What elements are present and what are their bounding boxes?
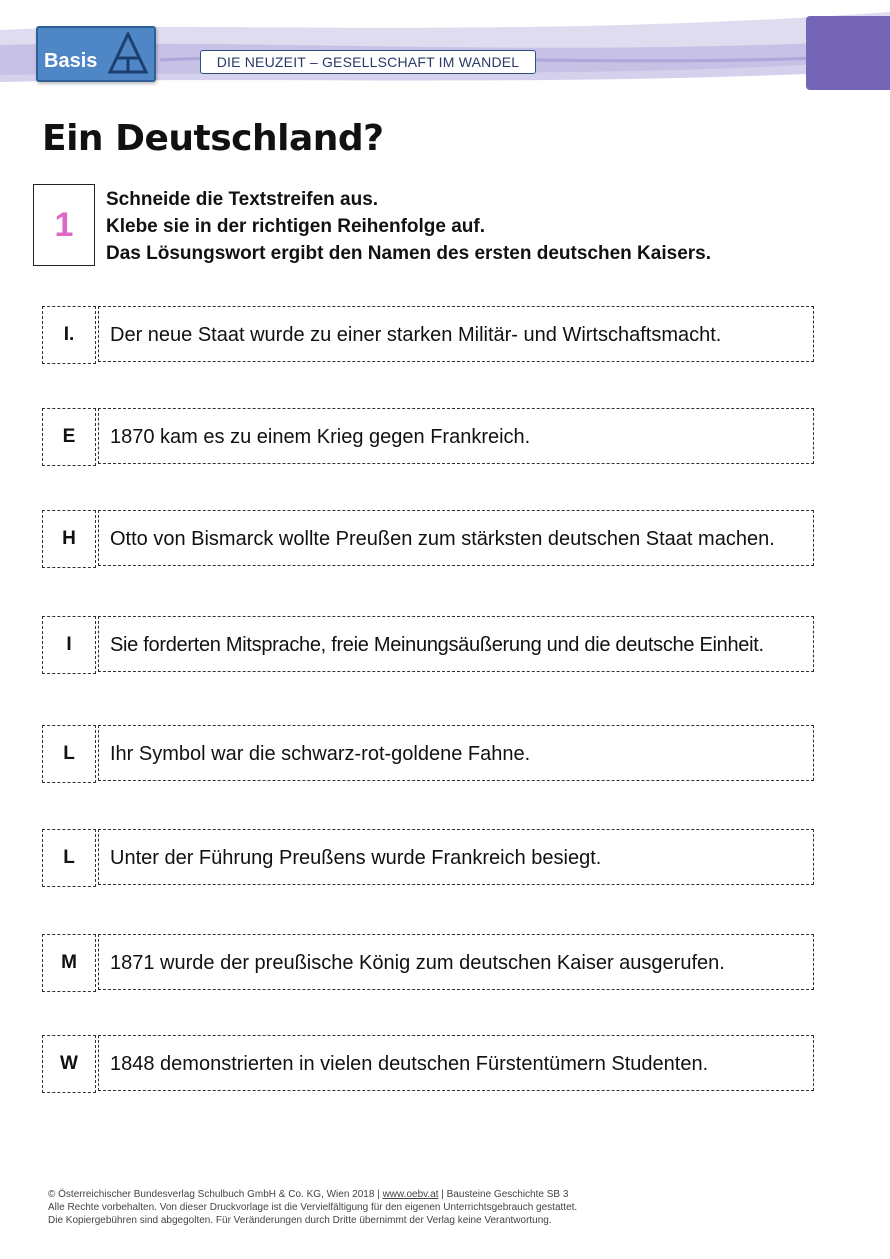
logo-text: Basis — [44, 50, 98, 72]
text-strip — [42, 1035, 816, 1093]
page-title: Ein Deutschland? — [42, 118, 384, 159]
instruction-line: Das Lösungswort ergibt den Namen des ersten deutschen Kaisers. — [106, 243, 711, 264]
instruction-line: Schneide die Textstreifen aus. — [106, 189, 379, 210]
triangle-logo-icon — [108, 32, 148, 76]
strip-letter: W — [42, 1035, 96, 1093]
task-instructions — [106, 186, 711, 267]
strip-letter: M — [42, 934, 96, 992]
strip-letter: L — [42, 829, 96, 887]
strip-text: Der neue Staat wurde zu einer starken Militär- und Wirtschaftsmacht. — [98, 306, 814, 362]
copyright-footer — [48, 1188, 577, 1227]
footer-prefix: © Österreichischer Bundesverlag Schulbuch GmbH & Co. KG, Wien 2018 | — [48, 1189, 383, 1200]
footer-line-2: Alle Rechte vorbehalten. Von dieser Druckvorlage ist die Vervielfältigung für den eigenen Unterrichtsgebrauch gestattet. — [48, 1202, 578, 1213]
strip-text: Unter der Führung Preußens wurde Frankreich besiegt. — [98, 829, 814, 885]
text-strip — [42, 934, 816, 992]
corner-tab — [806, 16, 890, 90]
task-number: 1 — [33, 184, 95, 266]
publisher-logo — [36, 26, 156, 82]
strip-text: 1848 demonstrierten in vielen deutschen Fürstentümern Studenten. — [98, 1035, 814, 1091]
text-strip — [42, 306, 816, 364]
strip-letter: I — [42, 616, 96, 674]
footer-line-1 — [48, 1188, 577, 1201]
strip-letter: E — [42, 408, 96, 466]
text-strip — [42, 510, 816, 568]
text-strip — [42, 829, 816, 887]
strip-letter: H — [42, 510, 96, 568]
topic-label: DIE NEUZEIT – GESELLSCHAFT IM WANDEL — [200, 50, 536, 74]
strip-text: Otto von Bismarck wollte Preußen zum stärksten deutschen Staat machen. — [98, 510, 814, 566]
strip-text: 1870 kam es zu einem Krieg gegen Frankreich. — [98, 408, 814, 464]
strip-text: Ihr Symbol war die schwarz-rot-goldene Fahne. — [98, 725, 814, 781]
footer-suffix: | Bausteine Geschichte SB 3 — [438, 1189, 569, 1200]
text-strip — [42, 616, 816, 674]
footer-line-3: Die Kopiergebühren sind abgegolten. Für Veränderungen durch Dritte übernimmt der Verlag keine Verantwortung. — [48, 1215, 552, 1226]
strip-letter: L — [42, 725, 96, 783]
strip-text: Sie forderten Mitsprache, freie Meinungsäußerung und die deutsche Einheit. — [98, 616, 814, 672]
text-strip — [42, 725, 816, 783]
strip-text: 1871 wurde der preußische König zum deutschen Kaiser ausgerufen. — [98, 934, 814, 990]
text-strip — [42, 408, 816, 466]
strip-letter: I. — [42, 306, 96, 364]
instruction-line: Klebe sie in der richtigen Reihenfolge auf. — [106, 216, 486, 237]
publisher-link[interactable]: www.oebv.at — [382, 1189, 439, 1200]
